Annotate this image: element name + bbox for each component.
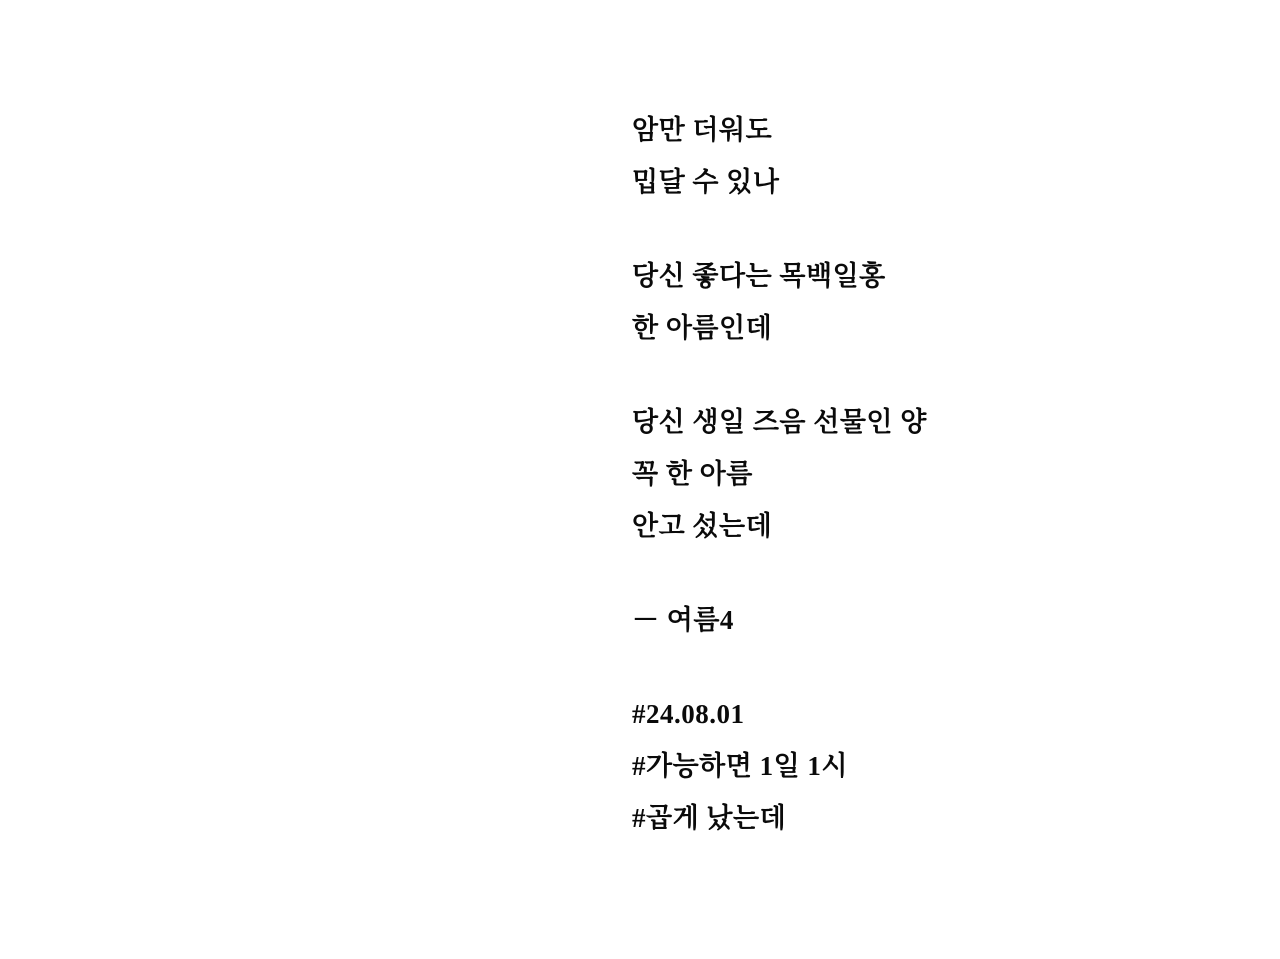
poem-stanza (632, 104, 1232, 208)
poem-line: 당신 좋다는 목백일홍 (632, 261, 886, 291)
poem-stanza (632, 396, 1232, 552)
poem-hashtags (632, 688, 1232, 844)
poem-body (632, 104, 1232, 844)
hashtag-line: #곱게 났는데 (632, 803, 787, 833)
poem-line: 밉달 수 있나 (632, 167, 780, 197)
hashtag-line: #가능하면 1일 1시 (632, 751, 848, 781)
poem-signature (632, 594, 1232, 646)
poem-line: 당신 생일 즈음 선물인 양 (632, 407, 927, 437)
poem-line: 한 아름인데 (632, 313, 773, 343)
poem-line: 꼭 한 아름 (632, 459, 753, 489)
poem-line: 암만 더워도 (632, 115, 773, 145)
poem-line: 안고 섰는데 (632, 511, 773, 541)
poem-title-line: － 여름4 (632, 605, 734, 635)
hashtag-line: #24.08.01 (632, 699, 745, 729)
poem-stanza (632, 250, 1232, 354)
